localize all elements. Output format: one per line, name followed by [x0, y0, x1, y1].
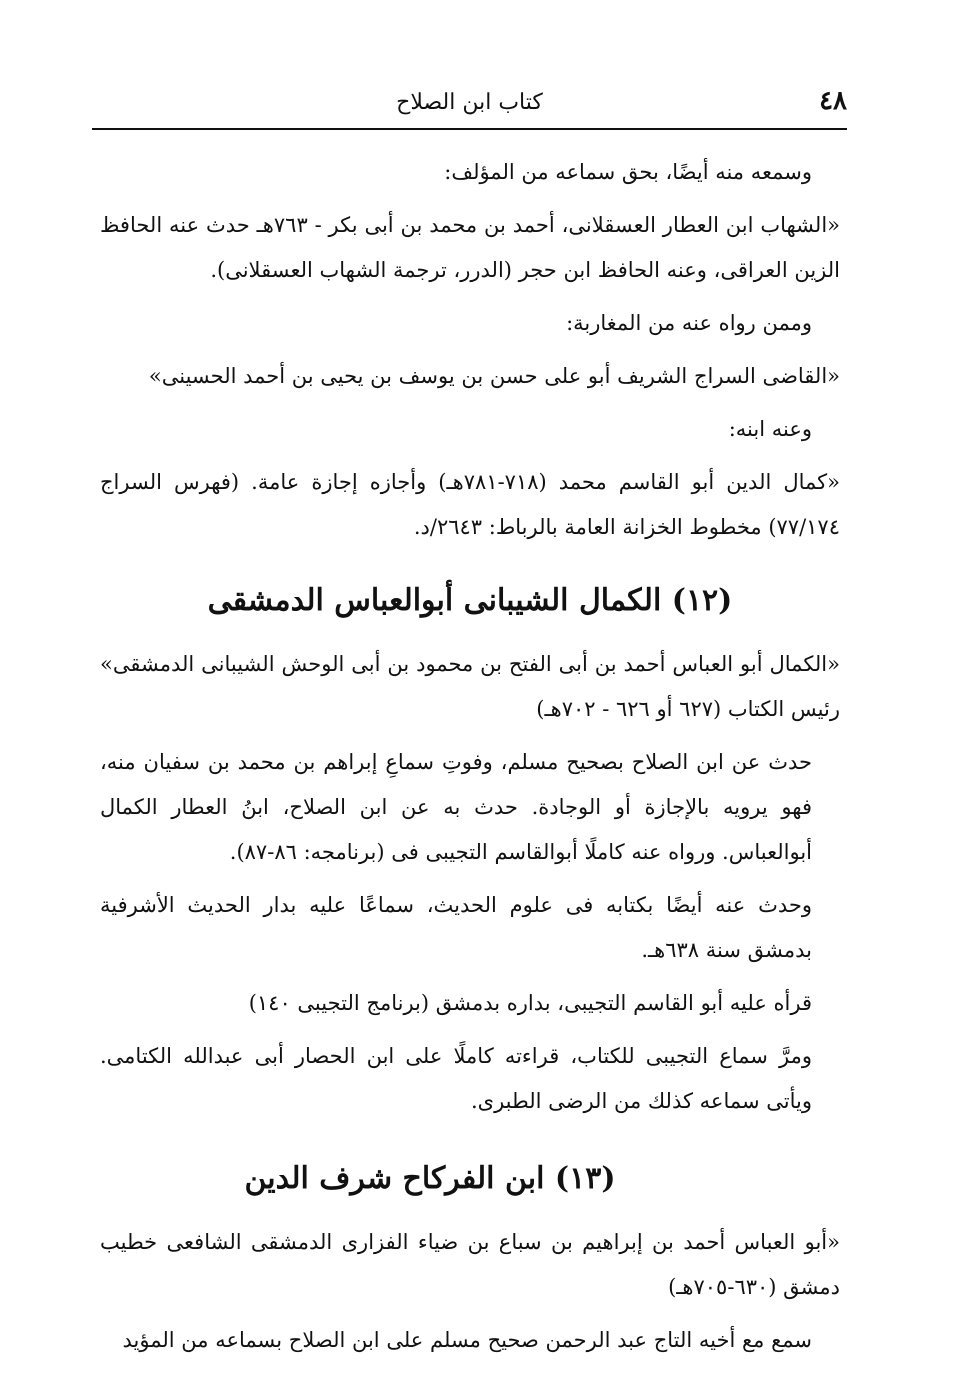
paragraph-qadi-siraj: «القاضى السراج الشريف أبو على حسن بن يوسف بن يحيى بن أحمد الحسينى» [148, 364, 840, 388]
section-heading-12: (١٢) الكمال الشيبانى أبوالعباس الدمشقى [207, 583, 733, 618]
paragraph-maghariba: وممن رواه عنه من المغاربة: [566, 311, 812, 335]
paragraph-his-son: وعنه ابنه: [728, 417, 812, 441]
paragraph-13-heard-with-brother: سمع مع أخيه التاج عبد الرحمن صحيح مسلم على ابن الصلاح بسماعه من المؤيد [122, 1328, 812, 1352]
paragraph-12-sahih-muslim: حدث عن ابن الصلاح بصحيح مسلم، وفوتِ سماعِ إبراهم بن محمد بن سفيان منه، فهو يرويه بالإجازة أو الوجادة. حدث به عن ابن الصلاح، ابنُ العطار الكمال أبوالعباس. ورواه عنه كاملًا أبوالقاسم التجيبى فى (برنامجه: ٨٦-٨٧). [100, 750, 812, 864]
paragraph-12-tujibi-heard: ومرَّ سماع التجيبى للكتاب، قراءته كاملًا على ابن الحصار أبى عبدالله الكتامى. ويأتى سماعه كذلك من الرضى الطبرى. [100, 1044, 812, 1113]
paragraph-12-tujibi-read: قرأه عليه أبو القاسم التجيبى، بداره بدمشق (برنامج التجيبى ١٤٠) [248, 991, 812, 1015]
paragraph-13-name: «أبو العباس أحمد بن إبراهيم بن سباع بن ضياء الفزارى الدمشقى الشافعى خطيب دمشق (٦٣٠-٧٠٥هـ) [100, 1230, 840, 1299]
section-heading-13: (١٣) ابن الفركاح شرف الدين [244, 1161, 616, 1196]
paragraph-12-ulum-al-hadith: وحدث عنه أيضًا بكتابه فى علوم الحديث، سماعًا عليه بدار الحديث الأشرفية بدمشق سنة ٦٣٨هـ. [100, 893, 812, 962]
page-header [92, 84, 847, 130]
page-content [100, 150, 840, 1371]
paragraph-12-name: «الكمال أبو العباس أحمد بن أبى الفتح بن محمود بن أبى الوحش الشيبانى الدمشقى» رئيس الكتاب (٦٢٧ أو ٦٢٦ - ٧٠٢هـ) [100, 652, 840, 721]
paragraph-kamal-al-din: «كمال الدين أبو القاسم محمد (٧١٨-٧٨١هـ) وأجازه إجازة عامة. (فهرس السراج ٧٧/١٧٤) مخطوط الخزانة العامة بالرباط: ٢٦٤٣/د. [100, 470, 841, 539]
running-title: كتاب ابن الصلاح [396, 90, 543, 115]
paragraph-heard-from-author: وسمعه منه أيضًا، بحق سماعه من المؤلف: [444, 160, 812, 184]
page-number: ٤٨ [819, 86, 847, 116]
paragraph-ibn-al-attar: «الشهاب ابن العطار العسقلانى، أحمد بن محمد بن أبى بكر - ٧٦٣هـ حدث عنه الحافظ الزين العراقى، وعنه الحافظ ابن حجر (الدرر، ترجمة الشهاب العسقلانى). [100, 213, 840, 282]
